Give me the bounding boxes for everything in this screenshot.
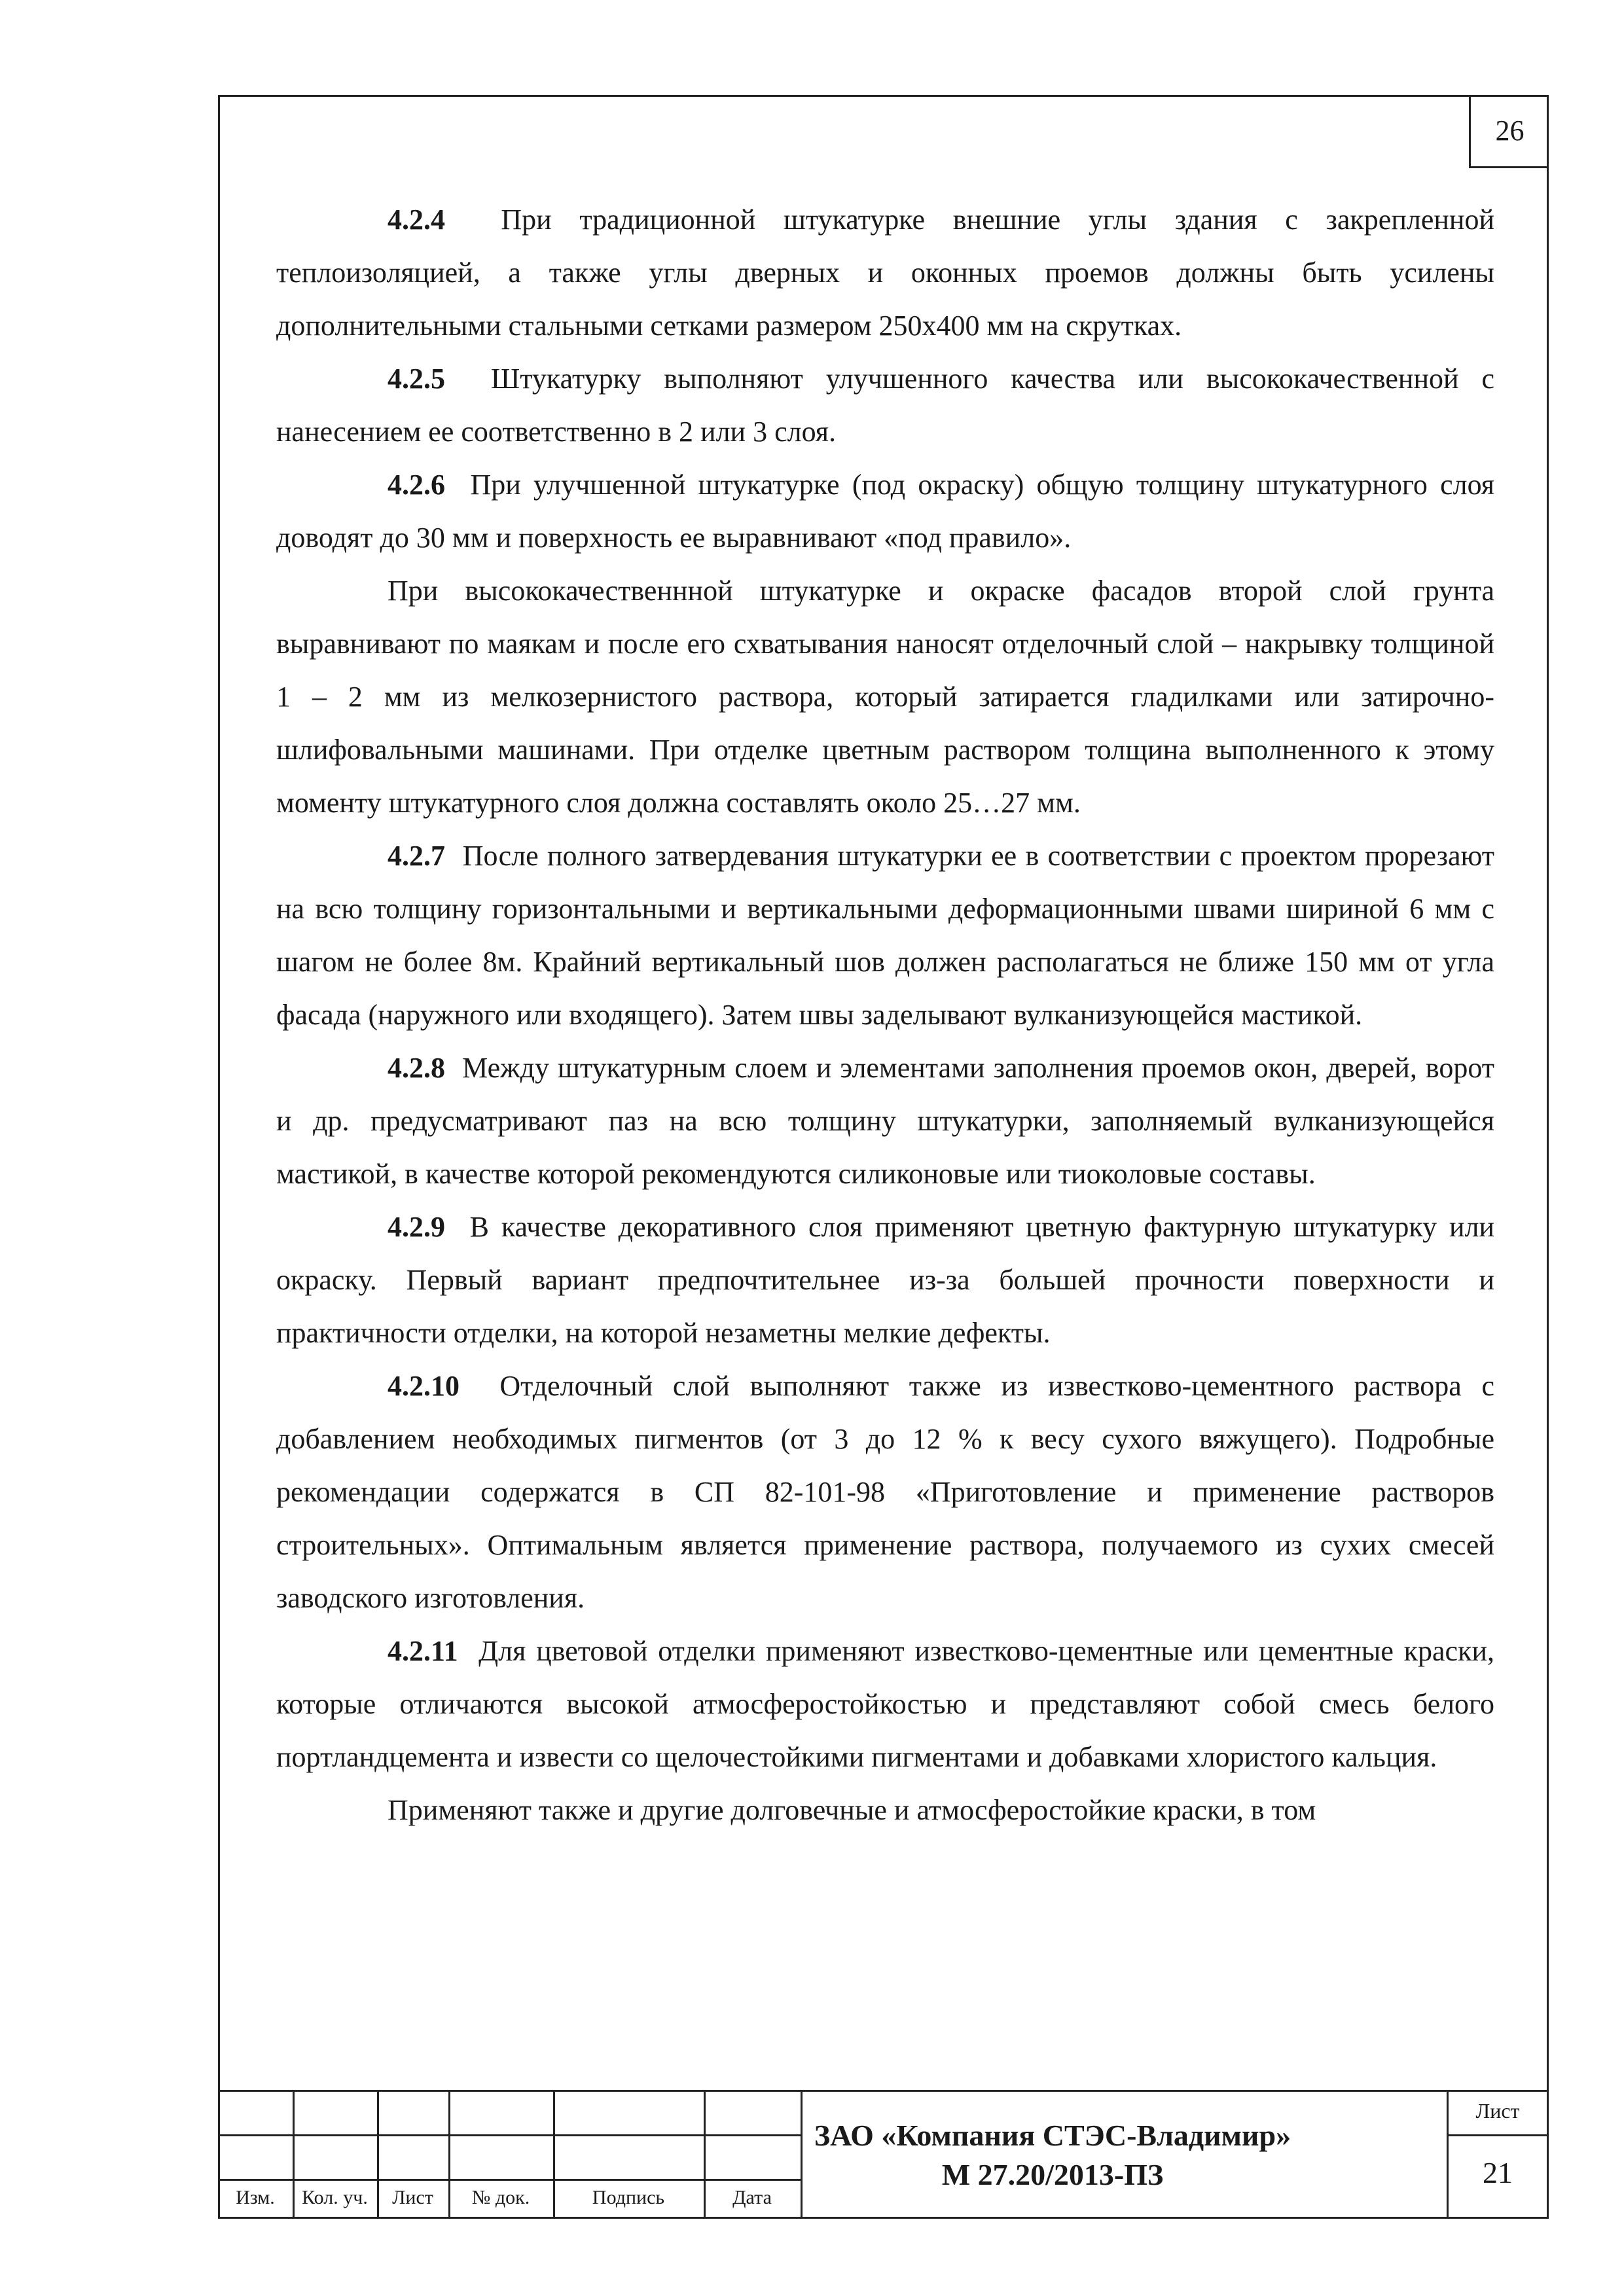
stamp-label-list: Лист xyxy=(392,2187,433,2208)
organization-name: ЗАО «Компания СТЭС-Владимир» xyxy=(814,2119,1291,2152)
paragraph-text: После полного затвердевания штукатурки ее в соответствии с проектом прорезают на всю толщину горизонтальными и вертикальными деформационными швами шириной 6 мм с шагом не более 8м. Крайний вертикальный шов должен располагаться не ближе 150 мм от угла фасада (наружного или входящего). Затем швы заделывают вулканизующейся мастикой. xyxy=(276,840,1494,1031)
clause-number: 4.2.5 xyxy=(388,363,445,395)
stamp-label-date: Дата xyxy=(732,2187,772,2208)
document-body xyxy=(276,193,1494,1837)
stamp-top-line xyxy=(218,2090,1549,2092)
paragraph-4-2-11 xyxy=(276,1624,1494,1784)
paragraph-4-2-5 xyxy=(276,352,1494,458)
paragraph-text: Штукатурку выполняют улучшенного качества или высококачественной с нанесением ее соответственно в 2 или 3 слоя. xyxy=(276,363,1494,448)
title-block-stamp xyxy=(218,2090,1549,2219)
stamp-sheet-number: 21 xyxy=(1483,2156,1513,2189)
paragraph-text: При улучшенной штукатурке (под окраску) общую толщину штукатурного слоя доводят до 30 мм и поверхность ее выравнивают «под правило». xyxy=(276,469,1494,554)
top-page-number: 26 xyxy=(1469,95,1549,168)
stamp-organization xyxy=(801,2116,1305,2195)
paragraph-4-2-9 xyxy=(276,1200,1494,1359)
clause-number: 4.2.11 xyxy=(388,1635,458,1667)
clause-number: 4.2.6 xyxy=(388,469,445,501)
stamp-row-line xyxy=(218,2179,801,2181)
paragraph-text: При высококачественнной штукатурке и окраске фасадов второй слой грунта выравнивают по маякам и после его схватывания наносят отделочный слой – накрывку толщиной 1 – 2 мм из мелкозернистого раствора, который затирается гладилками или затирочно-шлифовальными машинами. При отделке цветным раствором толщина выполненного к этому моменту штукатурного слоя должна составлять около 25…27 мм. xyxy=(276,575,1494,819)
clause-number: 4.2.9 xyxy=(388,1211,445,1243)
clause-number: 4.2.8 xyxy=(388,1052,445,1084)
paragraph-plain xyxy=(276,1784,1494,1837)
paragraph-4-2-7 xyxy=(276,829,1494,1041)
paragraph-4-2-10 xyxy=(276,1359,1494,1624)
stamp-label-kol-uch: Кол. уч. xyxy=(302,2187,368,2208)
clause-number: 4.2.4 xyxy=(388,204,445,236)
paragraph-4-2-6 xyxy=(276,458,1494,564)
document-code: М 27.20/2013-ПЗ xyxy=(941,2158,1164,2191)
paragraph-4-2-8 xyxy=(276,1041,1494,1200)
stamp-label-doc-number: № док. xyxy=(471,2187,530,2208)
paragraph-text: Между штукатурным слоем и элементами заполнения проемов окон, дверей, ворот и др. предусматривают паз на всю толщину штукатурки, заполняемый вулканизующейся мастикой, в качестве которой рекомендуются силиконовые или тиоколовые составы. xyxy=(276,1052,1495,1190)
paragraph-4-2-4 xyxy=(276,193,1494,352)
stamp-row-line xyxy=(218,2134,801,2136)
paragraph-text: Отделочный слой выполняют также из известково-цементного раствора с добавлением необходимых пигментов (от 3 до 12 % к весу сухого вяжущего). Подробные рекомендации содержатся в СП 82-101-98 «Приготовление и применение растворов строительных». Оптимальным является применение раствора, получаемого из сухих смесей заводского изготовления. xyxy=(276,1370,1495,1614)
clause-number: 4.2.10 xyxy=(388,1370,460,1402)
paragraph-text: Для цветовой отделки применяют известково-цементные или цементные краски, которые отличаются высокой атмосферостойкостью и представляют собой смесь белого портландцемента и извести со щелочестойкими пигментами и добавками хлористого кальция. xyxy=(276,1635,1495,1773)
stamp-sheet-label: Лист xyxy=(1475,2099,1520,2123)
stamp-label-izm: Изм. xyxy=(236,2187,275,2208)
paragraph-text: В качестве декоративного слоя применяют цветную фактурную штукатурку или окраску. Первый вариант предпочтительнее из-за большей прочности поверхности и практичности отделки, на которой незаметны мелкие дефекты. xyxy=(276,1211,1494,1349)
stamp-sheet-line xyxy=(1447,2134,1549,2136)
stamp-label-signature: Подпись xyxy=(592,2187,665,2208)
clause-number: 4.2.7 xyxy=(388,840,445,872)
paragraph-text: Применяют также и другие долговечные и атмосферостойкие краски, в том xyxy=(388,1794,1316,1826)
paragraph-plain xyxy=(276,564,1494,829)
paragraph-text: При традиционной штукатурке внешние углы здания с закрепленной теплоизоляцией, а также углы дверных и оконных проемов должны быть усилены дополнительными стальными сетками размером 250х400 мм на скрутках. xyxy=(276,204,1495,342)
